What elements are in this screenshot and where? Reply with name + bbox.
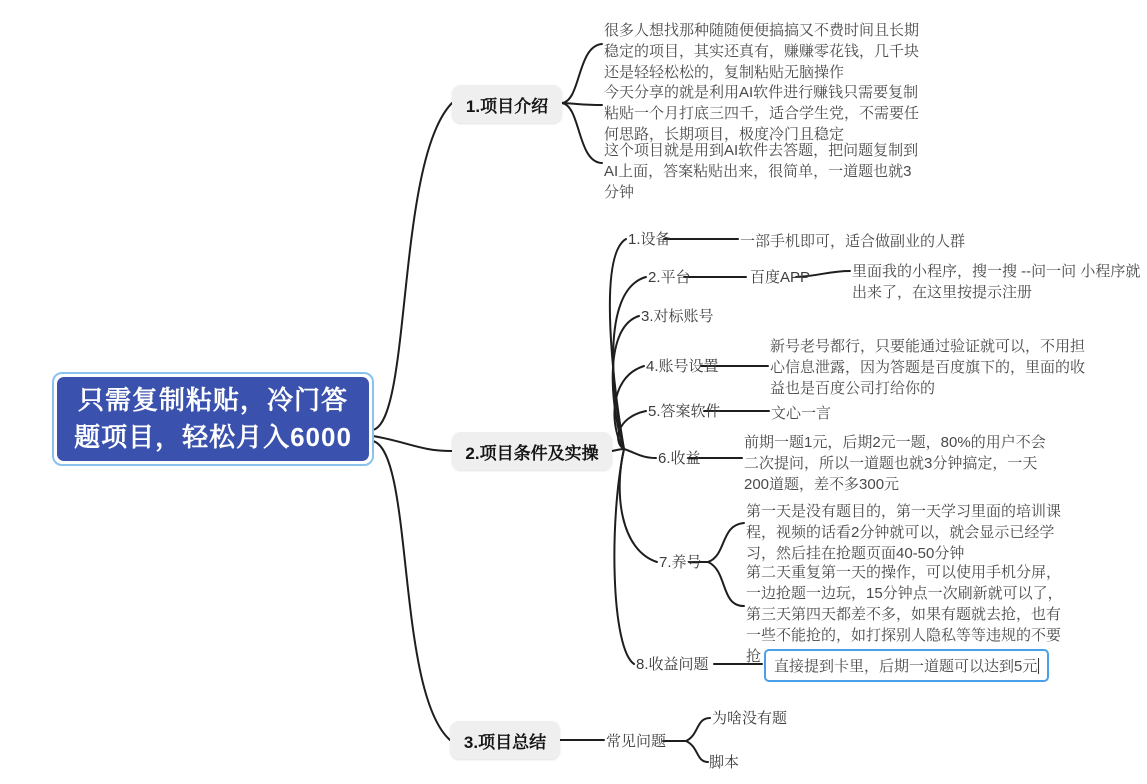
- device-note[interactable]: 一部手机即可，适合做副业的人群: [740, 233, 966, 250]
- platform-baidu-app[interactable]: 百度APP: [750, 269, 811, 286]
- intro-note-2[interactable]: 今天分享的就是利用AI软件进行赚钱只需要复制粘贴一个月打底三四千，适合学生党，不需要任何思路，长期项目，极度冷门且稳定: [604, 84, 920, 143]
- intro-note-1[interactable]: 很多人想找那种随随便便搞搞又不费时间且长期稳定的项目，其实还真有，赚赚零花钱，几千块还是轻轻松松的，复制粘贴无脑操作: [604, 22, 920, 81]
- root-topic-selection-ring: [52, 372, 374, 466]
- subtopic-income-question[interactable]: 8.收益问题: [636, 656, 709, 673]
- intro-note-3[interactable]: 这个项目就是用到AI软件去答题，把问题复制到AI上面，答案粘贴出来，很简单，一道题也就3分钟: [604, 142, 919, 201]
- faq-no-questions[interactable]: 为啥没有题: [712, 710, 788, 727]
- platform-note[interactable]: 里面我的小程序，搜一搜 --问一问 小程序就出来了，在这里按提示注册: [852, 263, 1141, 301]
- subtopic-platform[interactable]: 2.平台: [648, 269, 691, 286]
- subtopic-device[interactable]: 1.设备: [628, 231, 671, 248]
- income-note[interactable]: 前期一题1元，后期2元一题，80%的用户不会二次提问，所以一道题也就3分钟搞定，一天200道题，差不多300元: [744, 434, 1046, 493]
- text-caret: [1038, 658, 1039, 674]
- subtopic-faq[interactable]: 常见问题: [606, 733, 667, 750]
- branch-node-project-intro[interactable]: 1.项目介绍: [452, 85, 562, 123]
- account-raising-note-1[interactable]: 第一天是没有题目的，第一天学习里面的培训课程，视频的话看2分钟就可以，就会显示已经学习，然后挂在抢题页面40-50分钟: [746, 503, 1062, 562]
- root-topic[interactable]: 只需复制粘贴，冷门答题项目，轻松月入6000: [57, 377, 369, 461]
- account-raising-note-2[interactable]: 第二天重复第一天的操作，可以使用手机分屏，一边抢题一边玩，15分钟点一次刷新就可以了，第三天第四天都差不多，如果有题就去抢，也有一些不能抢的，如打探别人隐私等等违规的不要抢: [746, 564, 1063, 665]
- branch-node-summary[interactable]: 3.项目总结: [450, 721, 560, 759]
- faq-script[interactable]: 脚本: [709, 754, 740, 771]
- branch-node-conditions[interactable]: 2.项目条件及实操: [452, 432, 612, 470]
- subtopic-benchmark-account[interactable]: 3.对标账号: [641, 308, 714, 325]
- subtopic-answer-software[interactable]: 5.答案软件: [648, 403, 721, 420]
- subtopic-income[interactable]: 6.收益: [658, 450, 701, 467]
- subtopic-account-raising[interactable]: 7.养号: [659, 554, 702, 571]
- account-setup-note[interactable]: 新号老号都行，只要能通过验证就可以，不用担心信息泄露，因为答题是百度旗下的，里面的收益也是百度公司打给你的: [770, 338, 1086, 397]
- subtopic-account-setup[interactable]: 4.账号设置: [646, 358, 719, 375]
- answer-software-note[interactable]: 文心一言: [771, 405, 832, 422]
- income-question-note: 直接提到卡里，后期一道题可以达到5元: [774, 658, 1038, 675]
- income-question-edit-box[interactable]: [764, 649, 1049, 682]
